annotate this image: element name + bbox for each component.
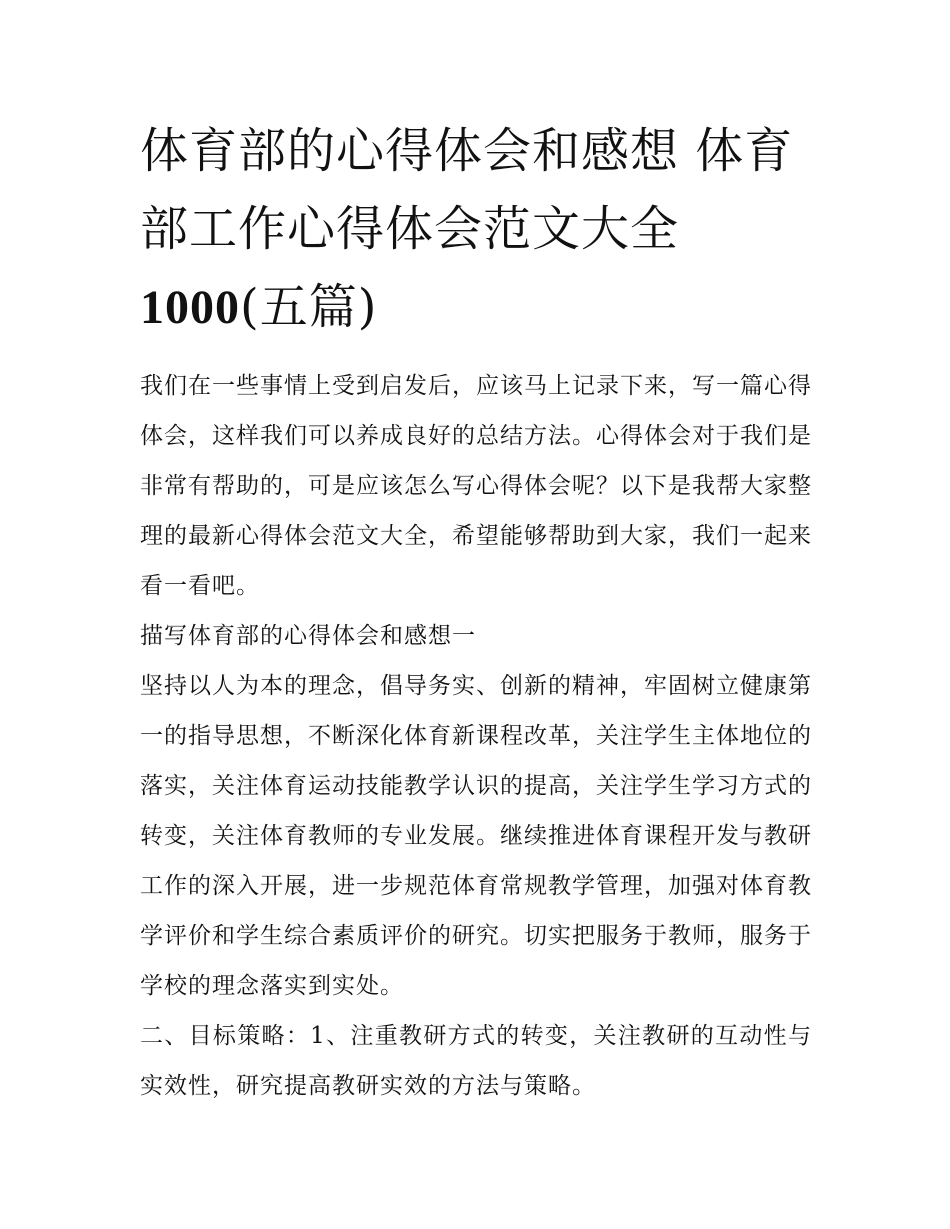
document-body xyxy=(140,361,812,1111)
body-paragraph: 坚持以人为本的理念，倡导务实、创新的精神，牢固树立健康第一的指导思想，不断深化体育新课程改革，关注学生主体地位的落实，关注体育运动技能教学认识的提高，关注学生学习方式的转变，关注体育教师的专业发展。继续推进体育课程开发与教研工作的深入开展，进一步规范体育常规教学管理，加强对体育教学评价和学生综合素质评价的研究。切实把服务于教师，服务于学校的理念落实到实处。 xyxy=(140,673,812,999)
strategy-paragraph: 二、目标策略：1、注重教研方式的转变，关注教研的互动性与实效性，研究提高教研实效的方法与策略。 xyxy=(140,1023,812,1099)
document-page xyxy=(140,112,812,1111)
document-title xyxy=(140,112,812,347)
title-number: 1000 xyxy=(140,281,240,334)
title-suffix: (五篇) xyxy=(240,279,378,335)
title-line-1: 体育部的心得体会和感想 体育 xyxy=(140,123,794,179)
section-heading: 描写体育部的心得体会和感想一 xyxy=(140,623,476,649)
intro-paragraph: 我们在一些事情上受到启发后，应该马上记录下来，写一篇心得体会，这样我们可以养成良好的总结方法。心得体会对于我们是非常有帮助的，可是应该怎么写心得体会呢？以下是我帮大家整理的最新心得体会范文大全，希望能够帮助到大家，我们一起来看一看吧。 xyxy=(140,373,812,599)
title-line-2: 部工作心得体会范文大全 xyxy=(140,201,680,257)
title-line-3 xyxy=(140,268,812,347)
